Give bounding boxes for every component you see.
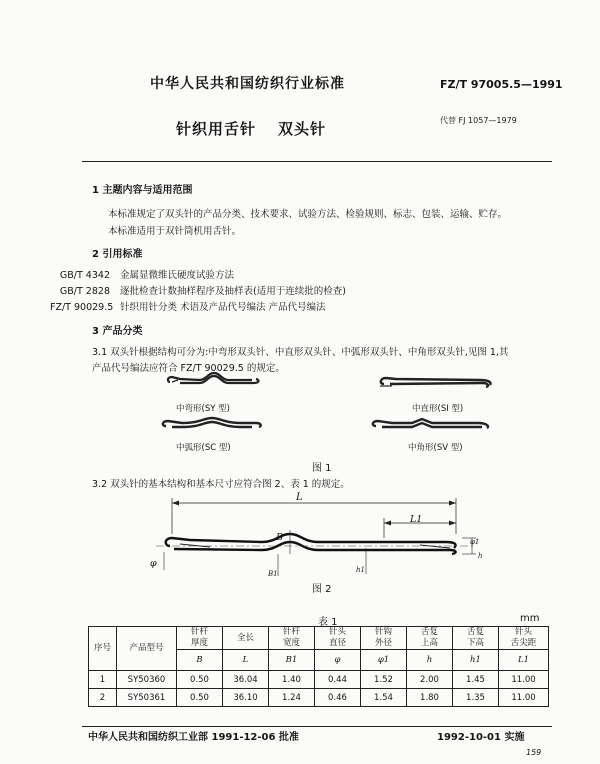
dimension-B1: B1 [268, 570, 278, 578]
table-cell: 1.54 [361, 689, 407, 707]
table-cell: 2.00 [407, 671, 453, 689]
header-cell: 针杆 宽度 [269, 627, 315, 650]
standard-org-title: 中华人民共和国纺织行业标准 [150, 76, 345, 92]
symbol-cell: φ [315, 650, 361, 671]
header-cell: 全长 [223, 627, 269, 650]
figure-1-label-sv: 中角形(SV 型) [408, 443, 463, 453]
approval-line: 中华人民共和国纺织工业部 1991-12-06 批准 [88, 732, 299, 743]
dimension-L: L [296, 492, 303, 503]
symbol-cell: h1 [453, 650, 499, 671]
header-cell: 序号 [89, 627, 117, 671]
table-cell: 1.24 [269, 689, 315, 707]
header-cell: 针杆 厚度 [177, 627, 223, 650]
page-number: 159 [526, 748, 542, 757]
table-title: 表 1 [318, 617, 338, 628]
figure-2-drawing [150, 492, 490, 584]
header-cell: 舌复 下高 [453, 627, 499, 650]
table-cell: 36.10 [223, 689, 269, 707]
section-1-paragraph-1: 本标准规定了双头针的产品分类、技术要求、试验方法、检验规则、标志、包装、运输、贮存。 [108, 209, 508, 220]
needle-sy-drawing [166, 370, 262, 394]
figure-2-caption: 图 2 [312, 584, 332, 595]
section-1-paragraph-2: 本标准适用于双针筒机用舌针。 [108, 226, 242, 237]
table-cell: SY50360 [117, 671, 177, 689]
dimension-phi1: φ1 [470, 538, 480, 546]
section-3-heading: 3 产品分类 [92, 326, 143, 337]
table-cell: 0.46 [315, 689, 361, 707]
table-cell: 1.45 [453, 671, 499, 689]
clause-3-2: 3.2 双头针的基本结构和基本尺寸应符合图 2、表 1 的规定。 [92, 479, 350, 490]
section-2-heading: 2 引用标准 [92, 249, 143, 260]
dimension-B: B [276, 532, 283, 543]
table-cell: 11.00 [499, 671, 549, 689]
table-cell: 1 [89, 671, 117, 689]
effective-date: 1992-10-01 实施 [437, 732, 525, 743]
reference-name: 逐批检查计数抽样程序及抽样表(适用于连续批的检查) [120, 286, 346, 297]
figure-1-label-sc: 中弧形(SC 型) [176, 443, 231, 453]
symbol-cell: B [177, 650, 223, 671]
reference-code: FZ/T 90029.5 [50, 302, 114, 313]
symbol-cell: B1 [269, 650, 315, 671]
table-cell: 0.44 [315, 671, 361, 689]
header-cell: 针头 直径 [315, 627, 361, 650]
table-cell: 1.80 [407, 689, 453, 707]
document-title [176, 118, 326, 139]
header-cell: 针头 舌尖距 [499, 627, 549, 650]
reference-row [50, 299, 326, 313]
table-cell: 1.52 [361, 671, 407, 689]
replaces-note: 代替 FJ 1057—1979 [440, 116, 517, 125]
reference-code: GB/T 4342 [59, 270, 110, 281]
dimension-phi: φ [150, 558, 157, 569]
clause-3-1-line-1: 3.1 双头针根据结构可分为:中弯形双头针、中直形双头针、中弧形双头针、中角形双头针,见图 1,其 [92, 347, 509, 358]
header-cell: 针钩 外径 [361, 627, 407, 650]
table-cell: 36.04 [223, 671, 269, 689]
table-cell: 0.50 [177, 671, 223, 689]
table-row [89, 689, 549, 707]
table-cell: 0.50 [177, 689, 223, 707]
reference-code: GB/T 2828 [59, 286, 110, 297]
standard-code: FZ/T 97005.5—1991 [440, 78, 563, 91]
table-header-row [89, 627, 549, 650]
dimension-L1: L1 [410, 514, 423, 525]
reference-row [50, 267, 234, 281]
figure-1-label-sy: 中弯形(SY 型) [176, 404, 230, 414]
dimension-h: h [478, 552, 483, 560]
dimension-table [88, 626, 549, 707]
clause-3-1-line-2: 产品代号编法应符合 FZ/T 90029.5 的规定。 [92, 363, 285, 374]
header-cell: 产品型号 [117, 627, 177, 671]
table-row [89, 671, 549, 689]
symbol-cell: L1 [499, 650, 549, 671]
table-cell: SY50361 [117, 689, 177, 707]
table-cell: 11.00 [499, 689, 549, 707]
needle-sv-drawing [370, 414, 496, 436]
figure-1-caption: 图 1 [312, 463, 332, 474]
dimension-h1: h1 [356, 566, 365, 574]
table-cell: 2 [89, 689, 117, 707]
figure-1-label-si: 中直形(SI 型) [412, 404, 464, 414]
table-cell: 1.35 [453, 689, 499, 707]
title-part-2: 双头针 [278, 120, 327, 138]
needle-si-drawing [378, 372, 496, 392]
symbol-cell: L [223, 650, 269, 671]
symbol-cell: φ1 [361, 650, 407, 671]
header-rule [82, 161, 552, 162]
reference-name: 金属显微维氏硬度试验方法 [120, 270, 235, 281]
needle-sc-drawing [160, 414, 264, 436]
title-part-1: 针织用舌针 [176, 120, 257, 138]
reference-name: 针织用针分类 术语及产品代号编法 产品代号编法 [120, 302, 326, 313]
symbol-cell: h [407, 650, 453, 671]
section-1-heading: 1 主题内容与适用范围 [92, 185, 193, 196]
table-unit: mm [520, 613, 540, 624]
header-cell: 舌复 上高 [407, 627, 453, 650]
table-cell: 1.40 [269, 671, 315, 689]
reference-row [50, 283, 346, 297]
footer-rule [82, 726, 552, 727]
